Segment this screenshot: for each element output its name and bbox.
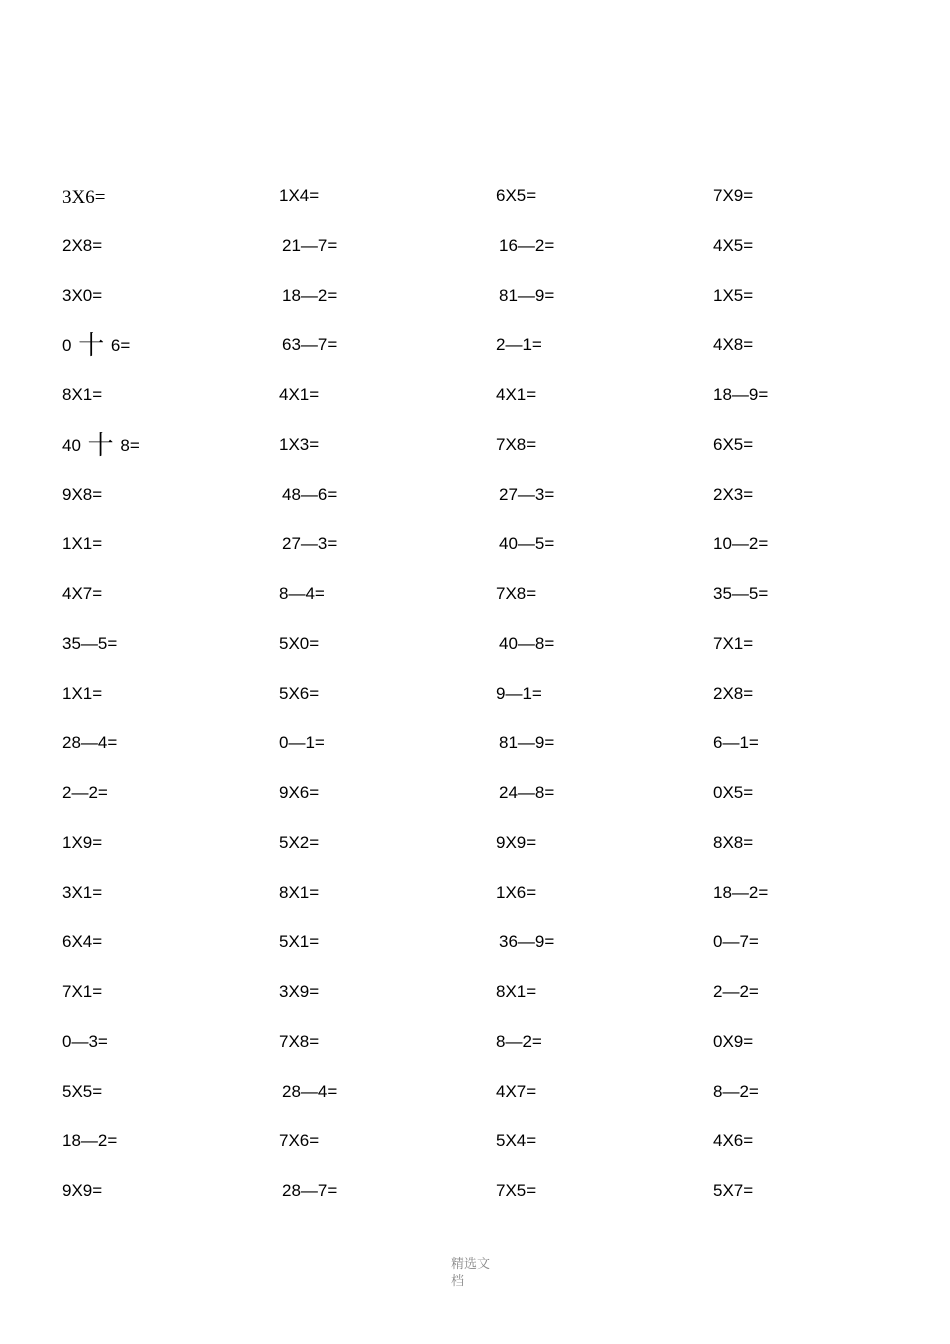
problem-cell: 8—2= [496, 1031, 542, 1051]
problem-cell: 5X5= [62, 1081, 103, 1101]
problem-cell: 40—8= [499, 633, 555, 653]
problem-cell: 5X0= [279, 633, 320, 653]
problem-cell: 7X9= [713, 186, 754, 205]
problem-cell: 6X4= [62, 932, 103, 952]
problem-cell: 2—1= [496, 335, 542, 355]
problem-cell: 1X5= [713, 285, 754, 305]
problem-cell: 0—3= [62, 1031, 108, 1051]
problem-cell: 2X8= [713, 683, 754, 703]
problem-cell: 9—1= [496, 683, 542, 703]
problem-cell: 8X1= [279, 882, 320, 902]
problem-cell: 7X8= [496, 584, 537, 603]
problem-cell: 6—1= [713, 733, 759, 753]
problem-cell: 28—7= [282, 1181, 338, 1200]
problem-cell: 4X6= [713, 1131, 754, 1151]
problem-cell: 5X1= [279, 932, 320, 952]
problem-cell: 40—5= [499, 534, 555, 554]
problem-cell: 27—3= [282, 534, 338, 554]
problem-cell: 6X5= [713, 434, 754, 454]
problem-cell: 18—9= [713, 385, 769, 404]
problem-cell: 0X5= [713, 783, 754, 802]
problem-cell: 2X8= [62, 235, 103, 255]
problem-cell: 40 十 8= [62, 429, 140, 460]
problem-cell: 28—4= [282, 1081, 338, 1101]
problem-cell: 1X4= [279, 186, 320, 205]
problem-cell: 18—2= [62, 1131, 118, 1151]
plus-sign: 十 [87, 429, 114, 460]
problem-cell: 21—7= [282, 235, 338, 255]
problem-cell: 8X8= [713, 832, 754, 852]
problem-cell: 4X1= [279, 385, 320, 404]
problem-cell: 35—5= [713, 584, 769, 603]
footer-label: 精选文档 [451, 1257, 491, 1289]
problem-cell: 24—8= [499, 783, 555, 802]
problem-cell: 8—2= [713, 1081, 759, 1101]
problem-cell: 9X9= [62, 1181, 103, 1200]
problem-cell: 0 十 6= [62, 330, 131, 361]
problem-cell: 1X9= [62, 832, 103, 852]
problem-cell: 3X9= [279, 982, 320, 1001]
problem-cell: 3X0= [62, 285, 103, 305]
problem-cell: 2—2= [62, 783, 108, 802]
problem-cell: 2—2= [713, 982, 759, 1001]
problem-cell: 5X6= [279, 683, 320, 703]
problem-cell: 3X6= [62, 187, 106, 208]
problem-cell: 9X6= [279, 783, 320, 802]
problem-cell: 16—2= [499, 235, 555, 255]
problem-cell: 28—4= [62, 733, 118, 753]
problem-cell: 35—5= [62, 633, 118, 653]
plus-sign: 十 [78, 330, 105, 361]
problem-cell: 0—7= [713, 932, 759, 952]
problem-cell: 4X7= [496, 1081, 537, 1101]
problem-cell: 1X1= [62, 534, 103, 554]
problem-cell: 9X9= [496, 832, 537, 852]
problem-cell: 0X9= [713, 1031, 754, 1051]
problem-cell: 1X3= [279, 434, 320, 454]
problem-cell: 4X5= [713, 235, 754, 255]
problem-cell: 7X5= [496, 1181, 537, 1200]
problem-cell: 18—2= [713, 882, 769, 902]
problem-cell: 7X8= [496, 434, 537, 454]
problem-cell: 7X8= [279, 1031, 320, 1051]
problem-cell: 36—9= [499, 932, 555, 952]
problem-cell: 8X1= [62, 385, 103, 404]
problem-cell: 10—2= [713, 534, 769, 554]
problem-cell: 8—4= [279, 584, 325, 603]
problem-cell: 4X8= [713, 335, 754, 355]
problem-cell: 18—2= [282, 285, 338, 305]
problem-cell: 27—3= [499, 484, 555, 504]
problem-cell: 81—9= [499, 733, 555, 753]
problem-cell: 5X2= [279, 832, 320, 852]
problem-cell: 1X6= [496, 882, 537, 902]
problem-cell: 81—9= [499, 285, 555, 305]
problem-cell: 8X1= [496, 982, 537, 1001]
problem-cell: 4X7= [62, 584, 103, 603]
problem-cell: 3X1= [62, 882, 103, 902]
problem-cell: 7X1= [713, 633, 754, 653]
problem-cell: 0—1= [279, 733, 325, 753]
problem-cell: 48—6= [282, 484, 338, 504]
problem-cell: 1X1= [62, 683, 103, 703]
problem-cell: 7X1= [62, 982, 103, 1001]
problem-cell: 5X4= [496, 1131, 537, 1151]
problem-cell: 9X8= [62, 484, 103, 504]
problem-cell: 7X6= [279, 1131, 320, 1151]
problem-cell: 5X7= [713, 1181, 754, 1200]
problem-cell: 63—7= [282, 335, 338, 355]
problem-cell: 4X1= [496, 385, 537, 404]
problem-cell: 2X3= [713, 484, 754, 504]
problem-cell: 6X5= [496, 186, 537, 205]
